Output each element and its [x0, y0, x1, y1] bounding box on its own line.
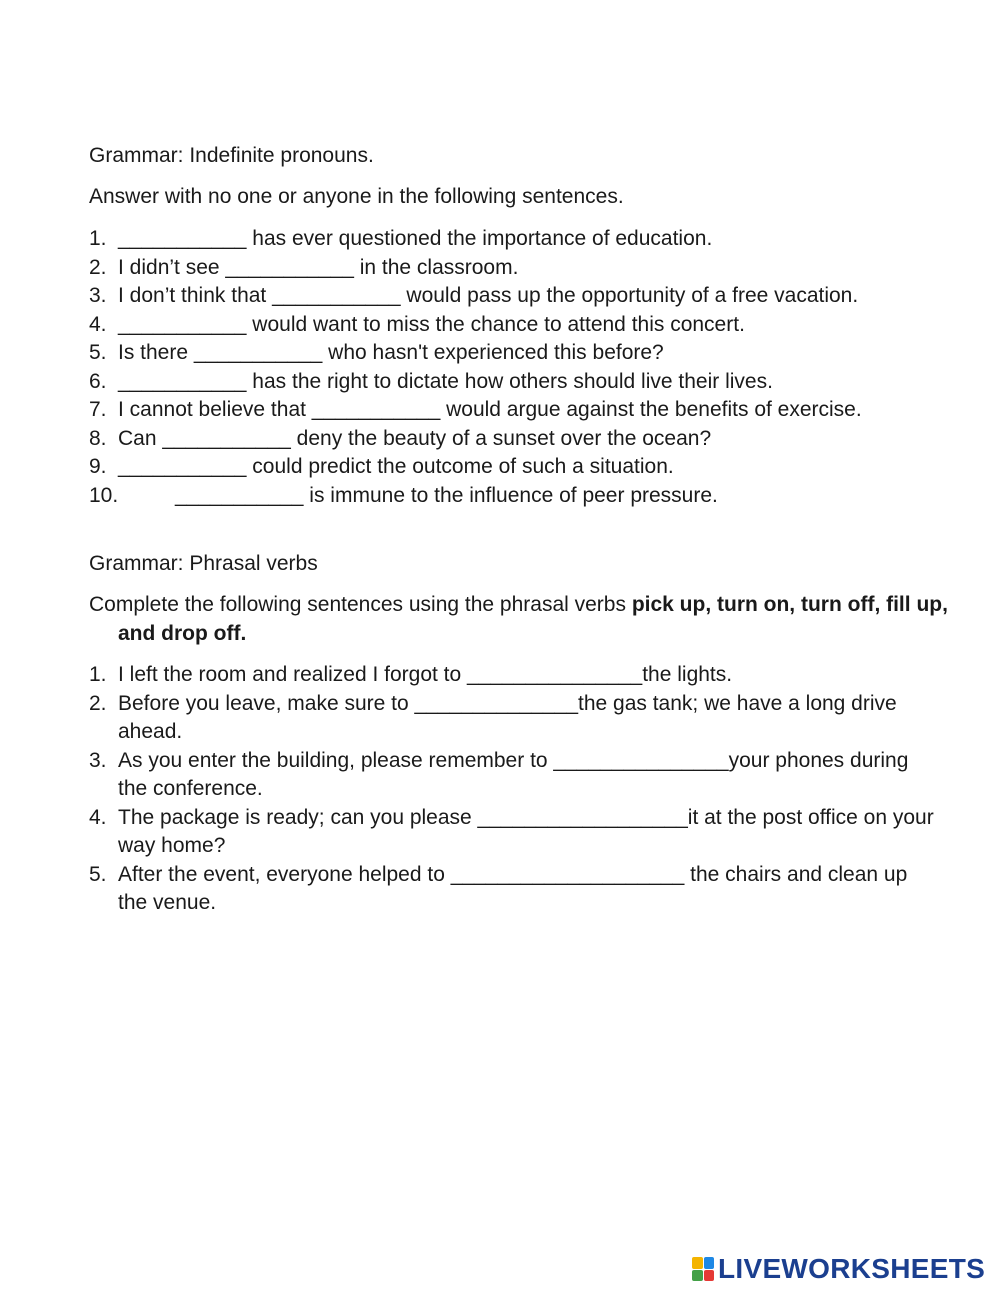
list-item: 1. ___________ has ever questioned the importance of education.	[89, 227, 713, 250]
liveworksheets-logo[interactable]	[692, 1253, 985, 1285]
brand-name: LIVEWORKSHEETS	[718, 1253, 986, 1284]
list-item: 5. After the event, everyone helped to ____________________ the chairs and clean up the venue.	[89, 862, 908, 914]
section1-instruction: Answer with no one or anyone in the following sentences.	[89, 185, 624, 208]
section2-list	[89, 661, 949, 918]
list-item: 3. I don’t think that ___________ would pass up the opportunity of a free vacation.	[89, 284, 859, 307]
list-item: 4. The package is ready; can you please __________________it at the post office on your way home?	[89, 805, 934, 857]
liveworksheets-logo-icon	[692, 1257, 714, 1281]
list-item: 6. ___________ has the right to dictate how others should live their lives.	[89, 369, 773, 393]
section1-list	[89, 225, 949, 510]
list-item: 10. ___________ is immune to the influence of peer pressure.	[89, 483, 718, 507]
list-item: 9. ___________ could predict the outcome of such a situation.	[89, 455, 674, 478]
list-item: 1. I left the room and realized I forgot to _______________the lights.	[89, 663, 733, 686]
list-item: 3. As you enter the building, please remember to _______________your phones during the conference.	[89, 748, 909, 800]
section2-heading: Grammar: Phrasal verbs	[89, 552, 318, 575]
section2-instruction: Complete the following sentences using the phrasal verbs pick up, turn on, turn off, fill up, and drop off.	[89, 593, 948, 645]
list-item: 5. Is there ___________ who hasn't experienced this before?	[89, 341, 664, 364]
list-item: 8. Can ___________ deny the beauty of a sunset over the ocean?	[89, 426, 712, 450]
list-item: 4. ___________ would want to miss the chance to attend this concert.	[89, 312, 745, 336]
list-item: 7. I cannot believe that ___________ would argue against the benefits of exercise.	[89, 398, 862, 421]
list-item: 2. I didn’t see ___________ in the classroom.	[89, 255, 519, 279]
list-item: 2. Before you leave, make sure to ______________the gas tank; we have a long drive ahead.	[89, 691, 897, 743]
section1-heading: Grammar: Indefinite pronouns.	[89, 144, 374, 167]
